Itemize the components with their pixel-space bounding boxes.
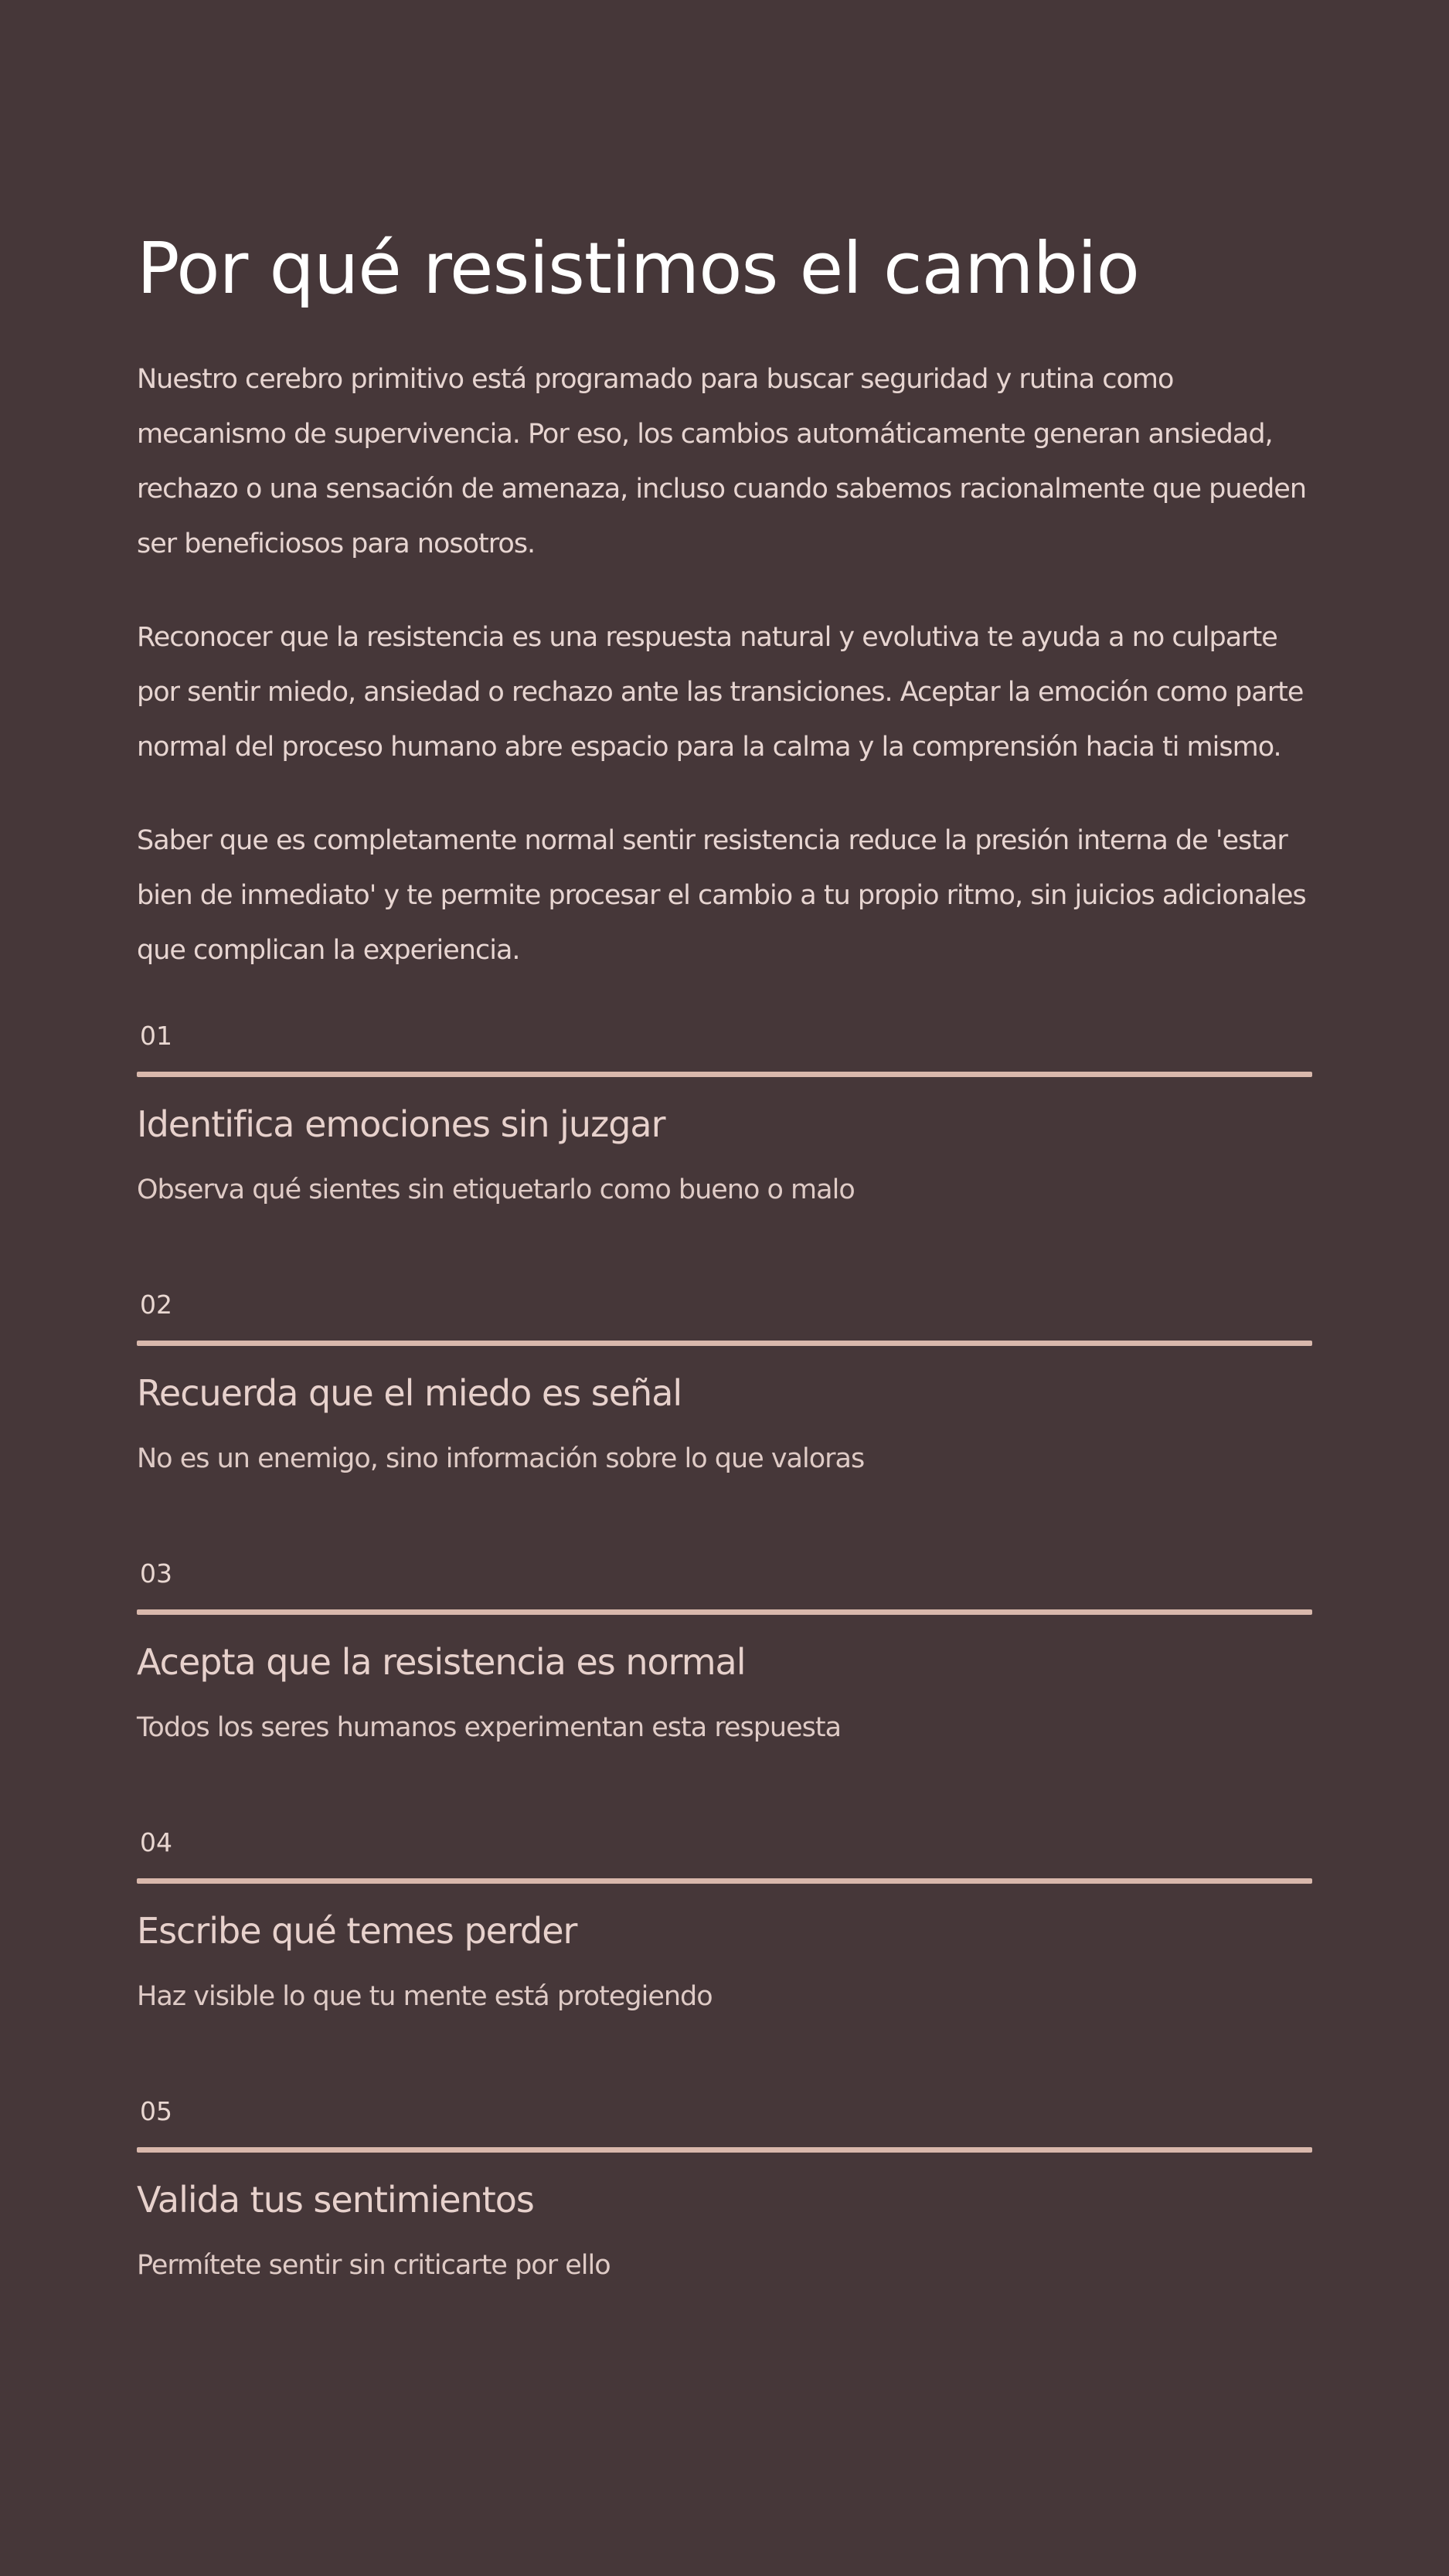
steps-list xyxy=(137,1014,1312,2359)
step-item-2 xyxy=(137,1283,1312,1552)
step-title: Identifica emociones sin juzgar xyxy=(137,1103,665,1145)
step-description: No es un enemigo, sino información sobre lo que valoras xyxy=(137,1443,865,1474)
step-title: Escribe qué temes perder xyxy=(137,1910,577,1952)
step-title: Valida tus sentimientos xyxy=(137,2179,534,2221)
step-description: Haz visible lo que tu mente está protegiendo xyxy=(137,1981,713,2012)
step-number: 02 xyxy=(140,1290,172,1320)
intro-paragraph-1: Nuestro cerebro primitivo está programado para buscar seguridad y rutina como mecanismo de supervivencia. Por eso, los cambios automáticamente generan ansiedad, rechazo o una sensación de amenaza, incluso cuando sabemos racionalmente que pueden ser beneficiosos para nosotros. xyxy=(137,364,1307,559)
step-divider xyxy=(137,1341,1312,1346)
step-item-5 xyxy=(137,2090,1312,2359)
intro-paragraph-2: Reconocer que la resistencia es una respuesta natural y evolutiva te ayuda a no culparte por sentir miedo, ansiedad o rechazo ante las transiciones. Aceptar la emoción como parte normal del proceso humano abre espacio para la calma y la comprensión hacia ti mismo. xyxy=(137,622,1304,763)
step-divider xyxy=(137,1878,1312,1884)
step-divider xyxy=(137,2147,1312,2153)
step-divider xyxy=(137,1609,1312,1615)
step-number: 03 xyxy=(140,1558,172,1589)
step-item-4 xyxy=(137,1821,1312,2090)
step-description: Permítete sentir sin criticarte por ello xyxy=(137,2250,611,2281)
step-title: Acepta que la resistencia es normal xyxy=(137,1641,746,1683)
step-item-1 xyxy=(137,1014,1312,1283)
step-number: 04 xyxy=(140,1827,172,1857)
step-divider xyxy=(137,1072,1312,1077)
page-title: Por qué resistimos el cambio xyxy=(137,227,1139,310)
step-number: 05 xyxy=(140,2096,172,2126)
step-number: 01 xyxy=(140,1021,172,1051)
step-description: Observa qué sientes sin etiquetarlo como bueno o malo xyxy=(137,1174,855,1205)
intro-section xyxy=(137,352,1312,978)
intro-paragraph-3: Saber que es completamente normal sentir resistencia reduce la presión interna de 'estar bien de inmediato' y te permite procesar el cambio a tu propio ritmo, sin juicios adicionales que complican la experiencia. xyxy=(137,825,1306,966)
step-item-3 xyxy=(137,1552,1312,1821)
step-description: Todos los seres humanos experimentan esta respuesta xyxy=(137,1712,842,1743)
step-title: Recuerda que el miedo es señal xyxy=(137,1372,682,1414)
